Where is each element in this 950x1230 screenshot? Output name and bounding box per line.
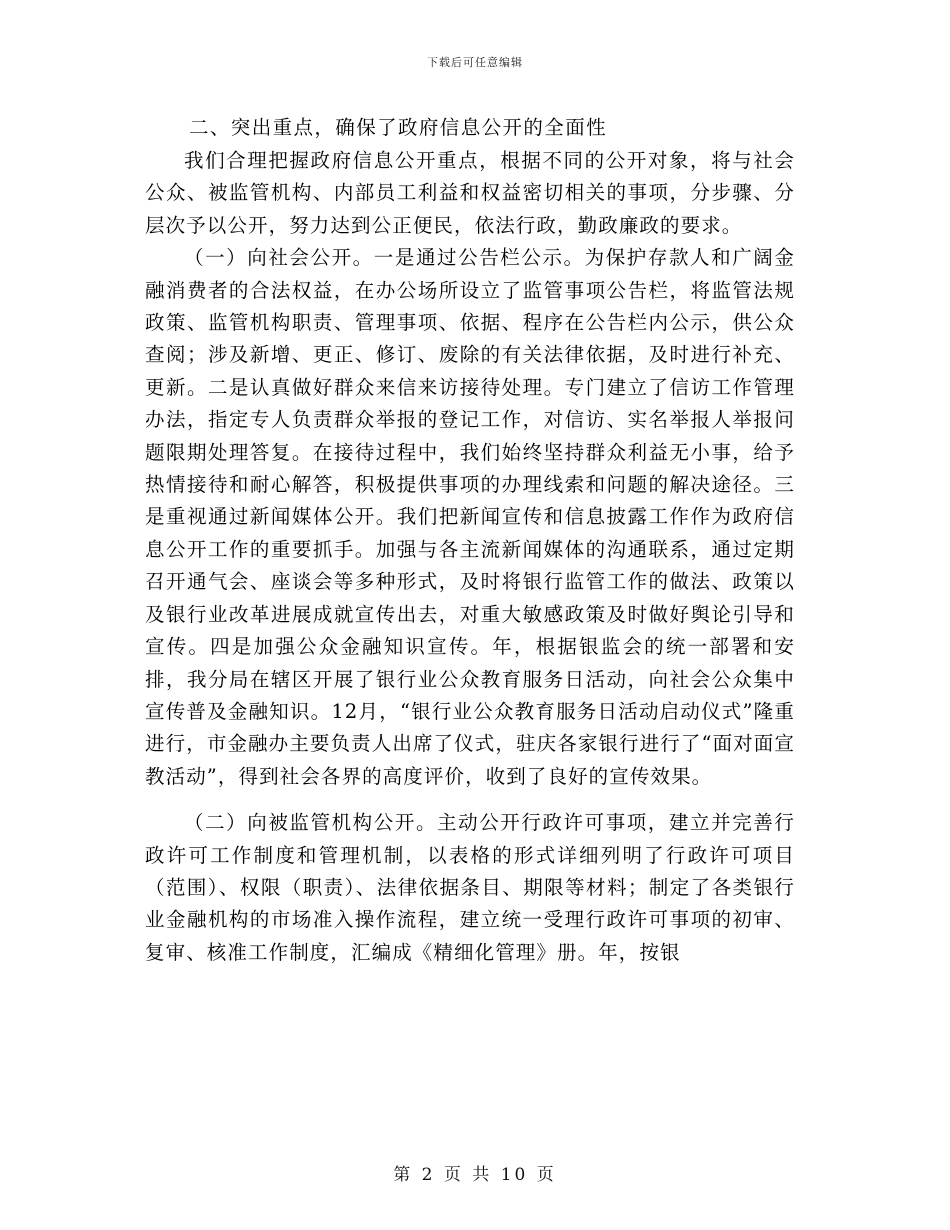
paragraph-public-disclosure: （一）向社会公开。一是通过公告栏公示。为保护存款人和广阔金融消费者的合法权益，在办公场所设立了监管事项公告栏，将监管法规政策、监管机构职责、管理事项、依据、程序在公告栏内公示，供公众查阅；涉及新增、更正、修订、废除的有关法律依据，及时进行补充、更新。二是认真做好群众来信来访接待处理。专门建立了信访工作管理办法，指定专人负责群众举报的登记工作，对信访、实名举报人举报问题限期处理答复。在接待过程中，我们始终坚持群众利益无小事，给予热情接待和耐心解答，积极提供事项的办理线索和问题的解决途径。三是重视通过新闻媒体公开。我们把新闻宣传和信息披露工作作为政府信息公开工作的重要抓手。加强与各主流新闻媒体的沟通联系，通过定期召开通气会、座谈会等多种形式，及时将银行监管工作的做法、政策以及银行业改革进展成就宣传出去，对重大敏感政策及时做好舆论引导和宣传。四是加强公众金融知识宣传。年，根据银监会的统一部署和安排，我分局在辖区开展了银行业公众教育服务日活动，向社会公众集中宣传普及金融知识。12月，“银行业公众教育服务日活动启动仪式”隆重进行，市金融办主要负责人出席了仪式，驻庆各家银行进行了“面对面宣教活动”，得到社会各界的高度评价，收到了良好的宣传效果。 [145, 246, 795, 788]
paragraph-regulated-institutions: （二）向被监管机构公开。主动公开行政许可事项，建立并完善行政许可工作制度和管理机制，以表格的形式详细列明了行政许可项目（范围）、权限（职责）、法律依据条目、期限等材料；制定了各类银行业金融机构的市场准入操作流程，建立统一受理行政许可事项的初审、复审、核准工作制度，汇编成《精细化管理》册。年，按银 [145, 811, 795, 964]
section-heading: 二、突出重点，确保了政府信息公开的全面性 [189, 116, 608, 139]
paragraph-intro: 我们合理把握政府信息公开重点，根据不同的公开对象，将与社会公众、被监管机构、内部员工利益和权益密切相关的事项，分步骤、分层次予以公开，努力达到公正便民，依法行政，勤政廉政的要求。 [145, 149, 795, 237]
document-body [145, 112, 795, 969]
page-number-footer: 第 2 页 共 10 页 [393, 1165, 557, 1185]
page-header-note: 下载后可任意编辑 [427, 56, 523, 69]
